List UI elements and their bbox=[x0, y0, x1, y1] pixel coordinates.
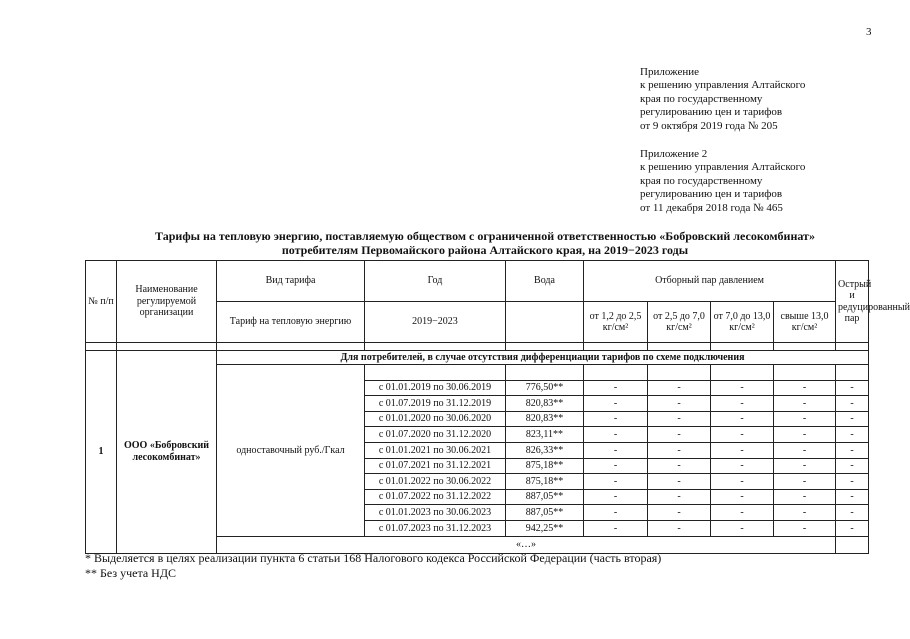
dash-cell: - bbox=[648, 442, 711, 458]
appendix-line: Приложение bbox=[640, 66, 700, 78]
blank-cell bbox=[584, 365, 648, 381]
dash-cell: - bbox=[711, 505, 774, 521]
water-value: 942,25** bbox=[506, 520, 584, 536]
dash-cell: - bbox=[774, 442, 836, 458]
period-cell: с 01.01.2022 по 30.06.2022 bbox=[365, 474, 506, 490]
dash-cell: - bbox=[711, 489, 774, 505]
document-title bbox=[85, 229, 885, 257]
subheader-year: 2019−2023 bbox=[365, 302, 506, 343]
dash-cell: - bbox=[774, 474, 836, 490]
subheader-steam-1: от 1,2 до 2,5 кг/см² bbox=[584, 302, 648, 343]
title-line-1: Тарифы на тепловую энергию, поставляемую обществом с ограниченной ответственностью «Бобровский лесокомбинат» bbox=[155, 229, 815, 243]
title-line-2: потребителям Первомайского района Алтайского края, на 2019−2023 годы bbox=[281, 243, 689, 257]
header-tariff-type: Вид тарифа bbox=[217, 261, 365, 302]
water-value: 875,18** bbox=[506, 474, 584, 490]
dash-cell: - bbox=[584, 458, 648, 474]
dash-cell: - bbox=[584, 411, 648, 427]
dash-cell: - bbox=[711, 427, 774, 443]
dash-cell: - bbox=[584, 489, 648, 505]
dash-cell: - bbox=[711, 442, 774, 458]
water-value: 776,50** bbox=[506, 380, 584, 396]
footnote-no-vat: ** Без учета НДС bbox=[85, 566, 177, 580]
dash-cell: - bbox=[774, 427, 836, 443]
dash-cell: - bbox=[774, 505, 836, 521]
dash-cell: - bbox=[584, 520, 648, 536]
organization-name: ООО «Бобровский лесокомбинат» bbox=[117, 351, 217, 554]
water-value: 820,83** bbox=[506, 411, 584, 427]
period-cell: с 01.07.2021 по 31.12.2021 bbox=[365, 458, 506, 474]
appendix-line: к решению управления Алтайского bbox=[640, 79, 806, 92]
dash-cell: - bbox=[711, 520, 774, 536]
appendix-line: регулированию цен и тарифов bbox=[640, 106, 783, 119]
blank-cell bbox=[836, 536, 869, 553]
subheader-steam-2: от 2,5 до 7,0 кг/см² bbox=[648, 302, 711, 343]
dash-cell: - bbox=[584, 505, 648, 521]
section-title: Для потребителей, в случае отсутствия дифференциации тарифов по схеме подключения bbox=[217, 351, 869, 365]
period-cell: с 01.07.2022 по 31.12.2022 bbox=[365, 489, 506, 505]
dash-cell: - bbox=[648, 380, 711, 396]
dash-cell: - bbox=[584, 427, 648, 443]
blank-cell bbox=[774, 365, 836, 381]
subheader-steam-3: от 7,0 до 13,0 кг/см² bbox=[711, 302, 774, 343]
dash-cell: - bbox=[836, 505, 869, 521]
dash-cell: - bbox=[774, 380, 836, 396]
page-number: 3 bbox=[866, 26, 872, 38]
dash-cell: - bbox=[836, 474, 869, 490]
footnote-vat-allocation: * Выделяется в целях реализации пункта 6 статьи 168 Налогового кодекса Российской Федерации (часть вторая) bbox=[85, 551, 662, 565]
dash-cell: - bbox=[711, 458, 774, 474]
period-cell: с 01.07.2020 по 31.12.2020 bbox=[365, 427, 506, 443]
header-number: № п/п bbox=[86, 261, 117, 343]
dash-cell: - bbox=[774, 520, 836, 536]
blank-cell bbox=[365, 365, 506, 381]
period-cell: с 01.01.2023 по 30.06.2023 bbox=[365, 505, 506, 521]
dash-cell: - bbox=[648, 474, 711, 490]
dash-cell: - bbox=[584, 396, 648, 412]
dash-cell: - bbox=[774, 411, 836, 427]
appendix-line: к решению управления Алтайского bbox=[640, 161, 806, 174]
water-value: 887,05** bbox=[506, 505, 584, 521]
appendix-line: края по государственному bbox=[640, 92, 763, 105]
tariff-name: одноставочный руб./Гкал bbox=[217, 365, 365, 537]
dash-cell: - bbox=[648, 489, 711, 505]
appendix-line: от 11 декабря 2018 года № 465 bbox=[640, 201, 783, 214]
dash-cell: - bbox=[648, 427, 711, 443]
dash-cell: - bbox=[584, 474, 648, 490]
dash-cell: - bbox=[711, 396, 774, 412]
dash-cell: - bbox=[648, 520, 711, 536]
blank-cell bbox=[506, 365, 584, 381]
period-cell: с 01.01.2019 по 30.06.2019 bbox=[365, 380, 506, 396]
subheader-water-empty bbox=[506, 302, 584, 343]
dash-cell: - bbox=[711, 380, 774, 396]
dash-cell: - bbox=[836, 442, 869, 458]
dash-cell: - bbox=[711, 411, 774, 427]
dash-cell: - bbox=[836, 427, 869, 443]
period-cell: с 01.07.2023 по 31.12.2023 bbox=[365, 520, 506, 536]
dash-cell: - bbox=[648, 505, 711, 521]
water-value: 887,05** bbox=[506, 489, 584, 505]
subheader-steam-4: свыше 13,0 кг/см² bbox=[774, 302, 836, 343]
dash-cell: - bbox=[836, 411, 869, 427]
header-organization: Наименование регулируемой организации bbox=[117, 261, 217, 343]
water-value: 820,83** bbox=[506, 396, 584, 412]
appendix-note-current bbox=[640, 66, 805, 133]
dash-cell: - bbox=[648, 458, 711, 474]
appendix-note-previous bbox=[640, 148, 805, 215]
row-number: 1 bbox=[86, 351, 117, 554]
dash-cell: - bbox=[774, 396, 836, 412]
appendix-line: края по государственному bbox=[640, 174, 763, 187]
header-year: Год bbox=[365, 261, 506, 302]
period-cell: с 01.01.2021 по 30.06.2021 bbox=[365, 442, 506, 458]
dash-cell: - bbox=[774, 489, 836, 505]
water-value: 875,18** bbox=[506, 458, 584, 474]
dash-cell: - bbox=[836, 489, 869, 505]
dash-cell: - bbox=[648, 396, 711, 412]
blank-cell bbox=[711, 365, 774, 381]
ellipsis: «…» bbox=[217, 536, 836, 553]
footnotes bbox=[85, 551, 661, 581]
period-cell: с 01.01.2020 по 30.06.2020 bbox=[365, 411, 506, 427]
dash-cell: - bbox=[584, 442, 648, 458]
water-value: 826,33** bbox=[506, 442, 584, 458]
dash-cell: - bbox=[836, 458, 869, 474]
period-cell: с 01.07.2019 по 31.12.2019 bbox=[365, 396, 506, 412]
blank-cell bbox=[836, 365, 869, 381]
header-steam: Отборный пар давлением bbox=[584, 261, 836, 302]
appendix-line: Приложение 2 bbox=[640, 148, 708, 160]
dash-cell: - bbox=[584, 380, 648, 396]
tariff-table bbox=[85, 260, 910, 554]
dash-cell: - bbox=[836, 520, 869, 536]
header-water: Вода bbox=[506, 261, 584, 302]
appendix-line: регулированию цен и тарифов bbox=[640, 188, 783, 201]
dash-cell: - bbox=[836, 396, 869, 412]
dash-cell: - bbox=[711, 474, 774, 490]
dash-cell: - bbox=[836, 380, 869, 396]
appendix-line: от 9 октября 2019 года № 205 bbox=[640, 119, 778, 132]
spacer-row bbox=[86, 343, 869, 351]
blank-cell bbox=[648, 365, 711, 381]
header-hot-steam: Острый и редуцированный пар bbox=[836, 261, 869, 343]
dash-cell: - bbox=[648, 411, 711, 427]
dash-cell: - bbox=[774, 458, 836, 474]
water-value: 823,11** bbox=[506, 427, 584, 443]
subheader-tariff: Тариф на тепловую энергию bbox=[217, 302, 365, 343]
